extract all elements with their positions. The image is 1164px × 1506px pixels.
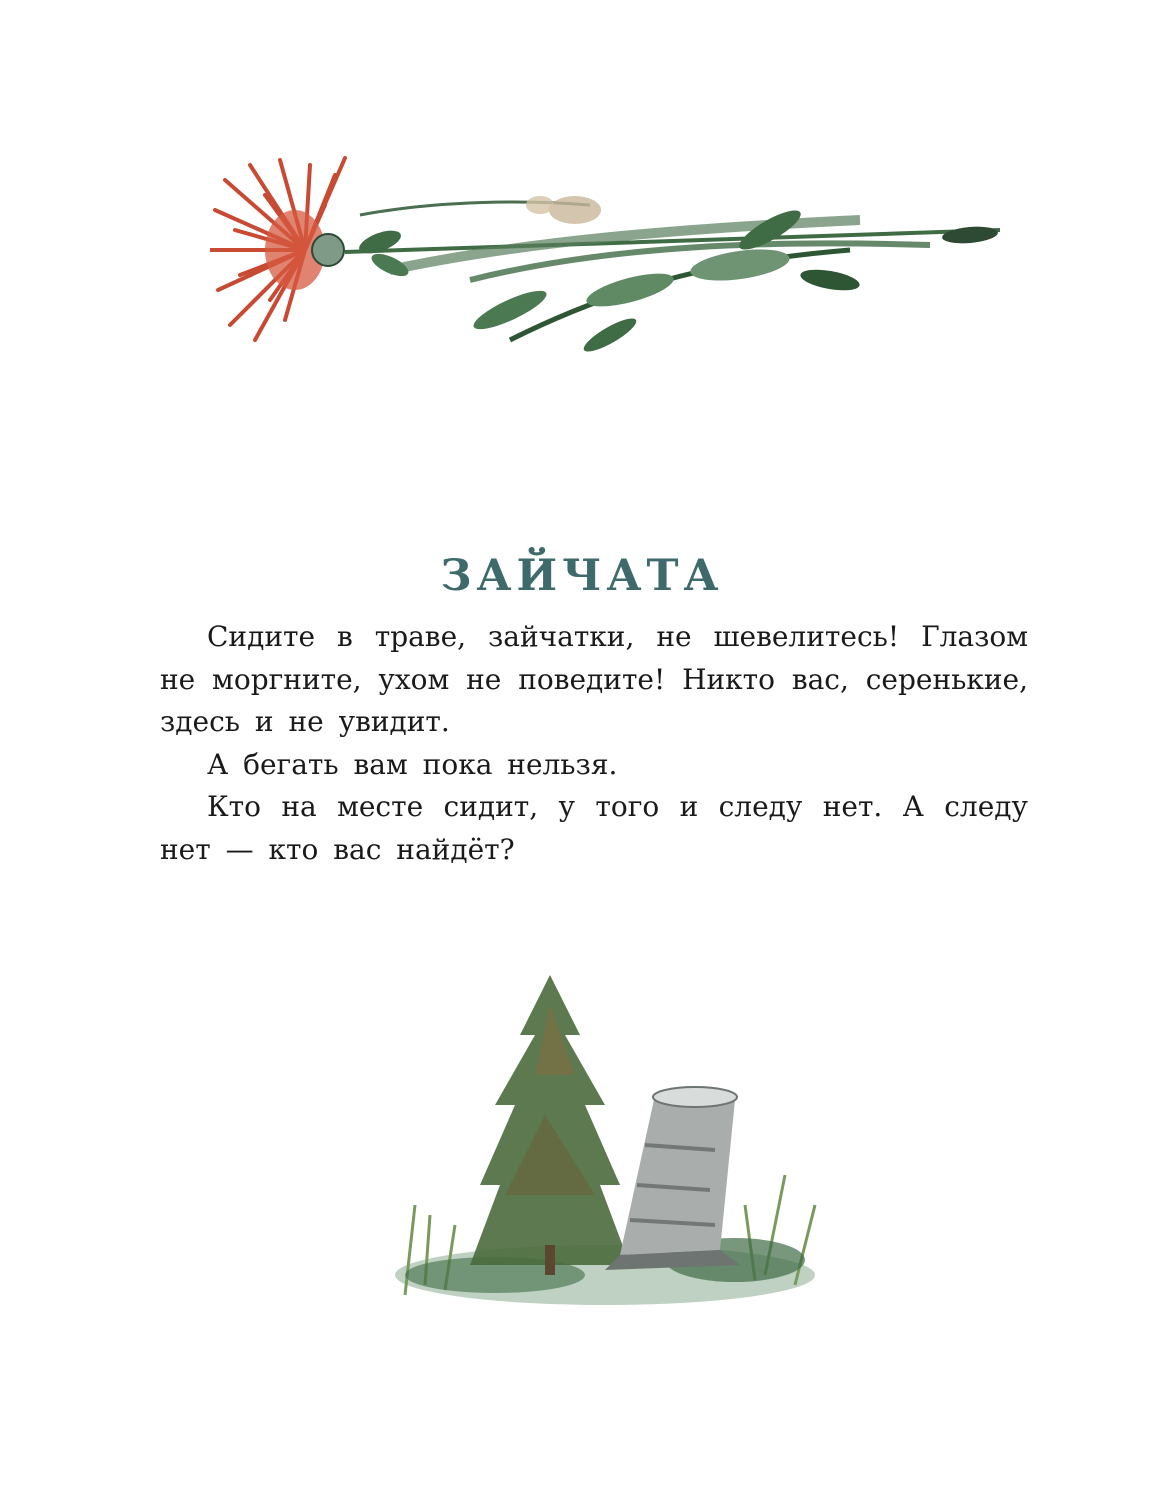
thistle-illustration xyxy=(210,150,1010,365)
paragraph-2: А бегать вам пока нельзя. xyxy=(207,747,618,781)
fir-and-stump-illustration xyxy=(375,975,835,1345)
fir-tree-icon xyxy=(470,975,630,1275)
paragraph-1: Сидите в траве, зайчатки, не шевелитесь! Глазом не моргните, ухом не поведите! Никто вас, серенькие, здесь и не увидит. xyxy=(160,620,1028,738)
story-text xyxy=(160,616,1028,871)
thistle-flower-icon xyxy=(210,158,345,340)
birch-stump-icon xyxy=(605,1087,740,1270)
page-title: ЗАЙЧАТА xyxy=(440,550,724,601)
paragraph-3: Кто на месте сидит, у того и следу нет. А следу нет — кто вас найдёт? xyxy=(160,790,1028,866)
grass-stems-icon xyxy=(345,196,1000,357)
